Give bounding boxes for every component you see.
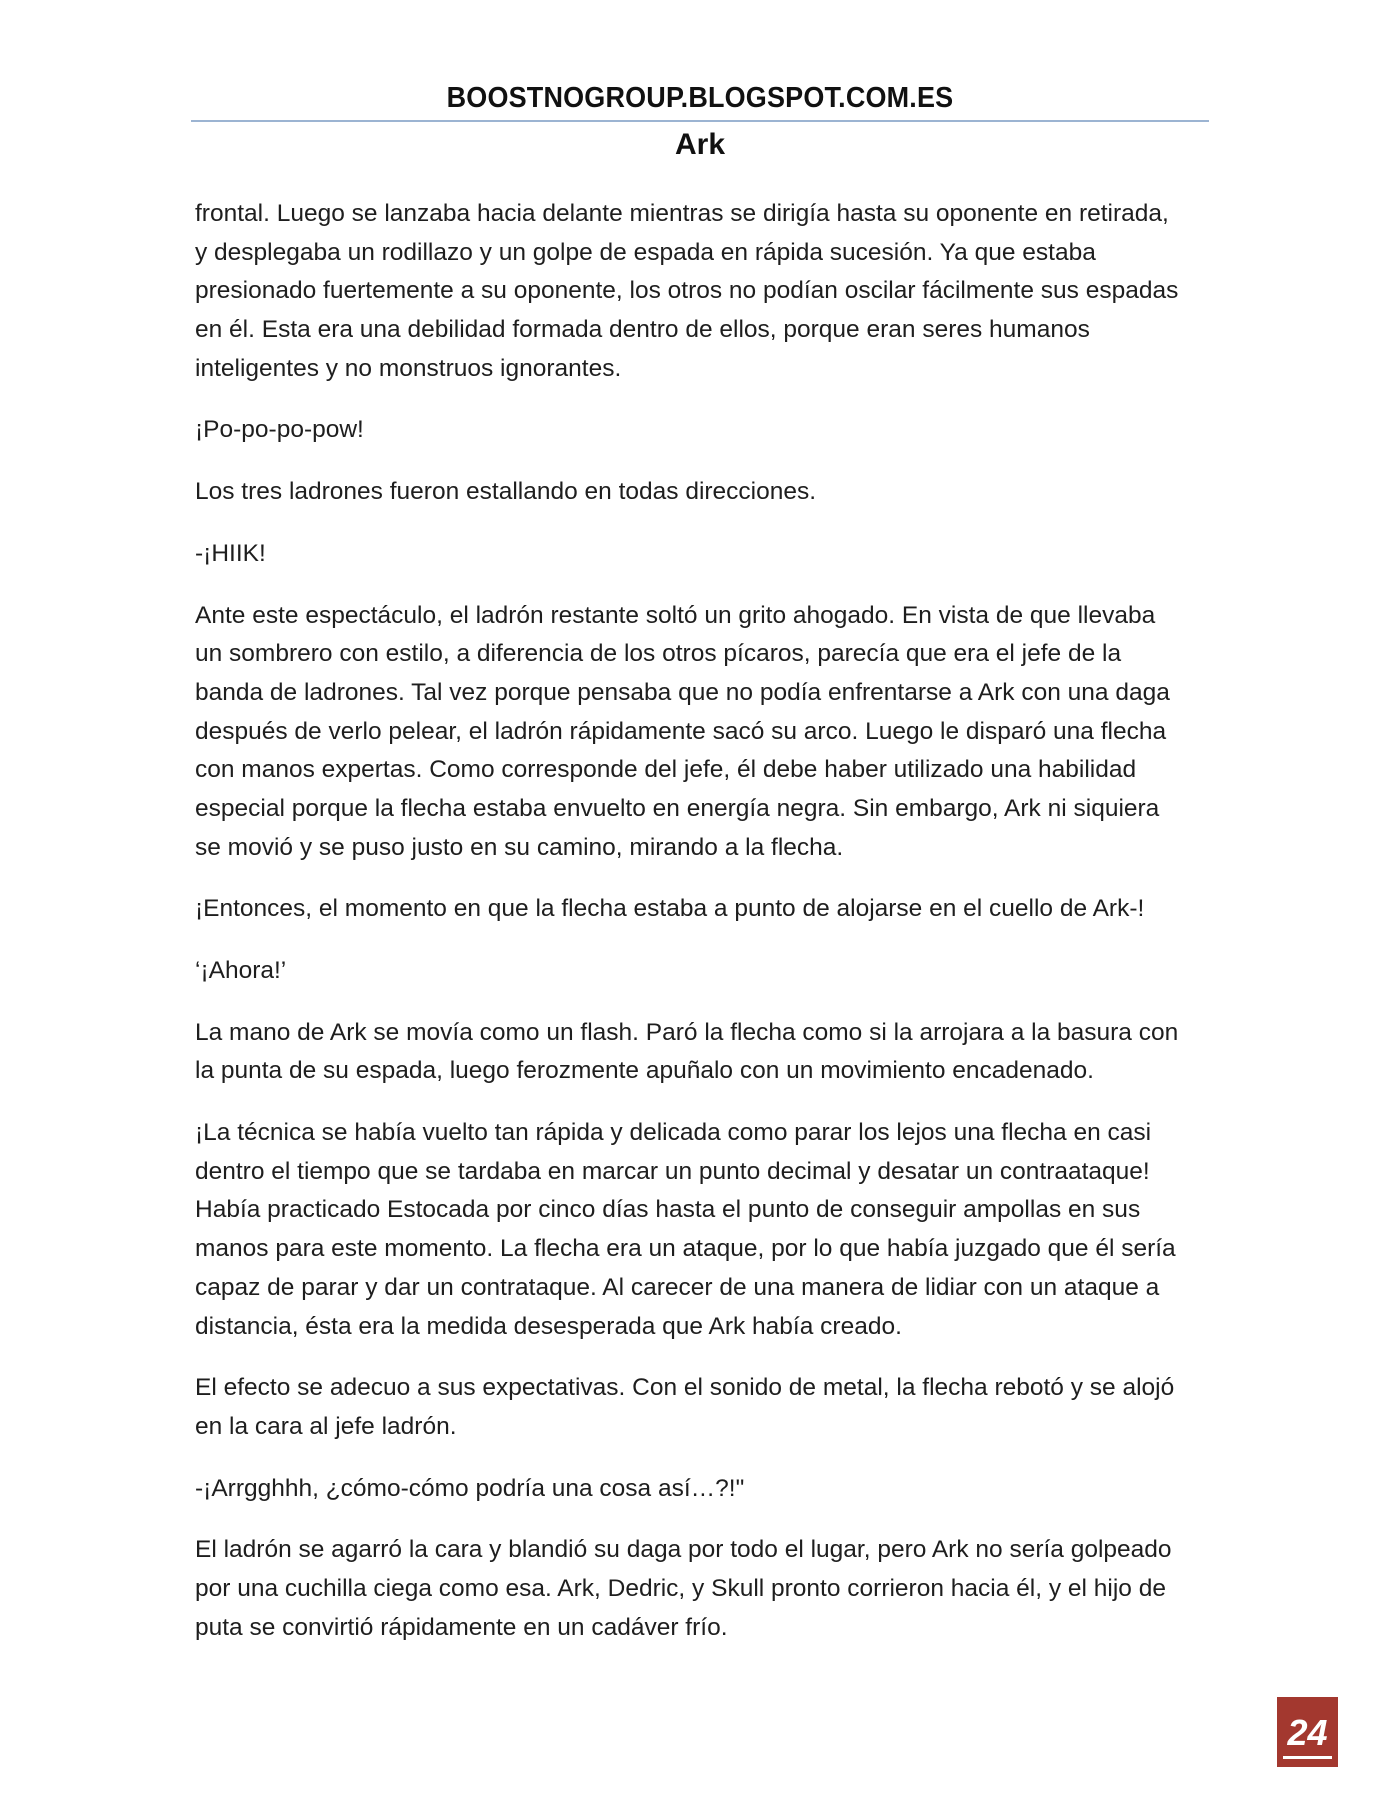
text-line: especial porque la flecha estaba envuelto en energía negra. Sin embargo, Ark ni siquiera: [195, 794, 1160, 822]
text-line: un sombrero con estilo, a diferencia de los otros pícaros, parecía que era el jefe de la: [195, 640, 1122, 668]
text-line: ¡Po-po-po-pow!: [195, 416, 364, 444]
text-line: dentro el tiempo que se tardaba en marcar un punto decimal y desatar un contraataque!: [195, 1157, 1150, 1185]
header-divider: [191, 120, 1209, 122]
page-header: [191, 78, 1209, 165]
text-line: ¡Entonces, el momento en que la flecha estaba a punto de alojarse en el cuello de Ark-!: [195, 895, 1145, 923]
text-line: Ante este espectáculo, el ladrón restante soltó un grito ahogado. En vista de que llevaba: [195, 601, 1156, 629]
paragraph: [195, 1470, 1220, 1509]
paragraph: [195, 1114, 1220, 1346]
text-line: Había practicado Estocada por cinco días hasta el punto de conseguir ampollas en sus: [195, 1196, 1141, 1224]
page-number-underline: [1283, 1756, 1332, 1759]
text-line: se movió y se puso justo en su camino, mirando a la flecha.: [195, 833, 844, 861]
site-title: BOOSTNOGROUP.BLOGSPOT.COM.ES: [446, 82, 954, 114]
text-line: frontal. Luego se lanzaba hacia delante mientras se dirigía hasta su oponente en retirada,: [195, 200, 1169, 227]
text-line: en él. Esta era una debilidad formada dentro de ellos, porque eran seres humanos: [195, 316, 1090, 344]
page-number: 24: [1287, 1712, 1328, 1753]
text-line: distancia, ésta era la medida desesperada que Ark había creado.: [195, 1312, 902, 1340]
text-line: y desplegaba un rodillazo y un golpe de espada en rápida sucesión. Ya que estaba: [195, 238, 1096, 266]
body-text: [195, 195, 1220, 1670]
text-line: -¡Arrgghhh, ¿cómo-cómo podría una cosa así…?!": [195, 1474, 745, 1502]
text-line: después de verlo pelear, el ladrón rápidamente sacó su arco. Luego le disparó una flecha: [195, 717, 1167, 745]
text-line: con manos expertas. Como corresponde del jefe, él debe haber utilizado una habilidad: [195, 756, 1137, 784]
paragraph: [195, 890, 1220, 929]
text-line: manos para este momento. La flecha era un ataque, por lo que había juzgado que él sería: [195, 1235, 1176, 1263]
page-number-badge: [1277, 1697, 1338, 1767]
paragraph: [195, 411, 1220, 450]
text-line: presionado fuertemente a su oponente, los otros no podían oscilar fácilmente sus espadas: [195, 277, 1179, 305]
text-line: la punta de su espada, luego ferozmente apuñalo con un movimiento encadenado.: [195, 1057, 1094, 1085]
text-line: Los tres ladrones fueron estallando en todas direcciones.: [195, 478, 817, 506]
text-line: ¡La técnica se había vuelto tan rápida y delicada como parar los lejos una flecha en casi: [195, 1119, 1152, 1147]
text-line: por una cuchilla ciega como esa. Ark, Dedric, y Skull pronto corrieron hacia él, y el hijo de: [195, 1574, 1166, 1602]
text-line: La mano de Ark se movía como un flash. Paró la flecha como si la arrojara a la basura con: [195, 1018, 1179, 1046]
paragraph: [195, 597, 1220, 868]
text-line: en la cara al jefe ladrón.: [195, 1412, 457, 1440]
paragraph: [195, 952, 1220, 991]
book-title: Ark: [674, 128, 726, 161]
paragraph: [195, 1014, 1220, 1091]
text-line: ‘¡Ahora!’: [195, 957, 287, 984]
text-line: puta se convirtió rápidamente en un cadáver frío.: [195, 1613, 728, 1641]
text-line: capaz de parar y dar un contrataque. Al carecer de una manera de lidiar con un ataque a: [195, 1273, 1160, 1301]
text-line: banda de ladrones. Tal vez porque pensaba que no podía enfrentarse a Ark con una daga: [195, 678, 1170, 706]
text-line: -¡HIIK!: [195, 539, 266, 567]
text-line: El efecto se adecuo a sus expectativas. Con el sonido de metal, la flecha rebotó y se alojó: [195, 1374, 1175, 1402]
paragraph: [195, 1369, 1220, 1446]
paragraph: [195, 473, 1220, 512]
paragraph: [195, 1531, 1220, 1647]
paragraph: [195, 535, 1220, 574]
text-line: El ladrón se agarró la cara y blandió su daga por todo el lugar, pero Ark no sería golpeado: [195, 1536, 1172, 1564]
text-line: inteligentes y no monstruos ignorantes.: [195, 354, 622, 382]
paragraph: [195, 195, 1220, 388]
